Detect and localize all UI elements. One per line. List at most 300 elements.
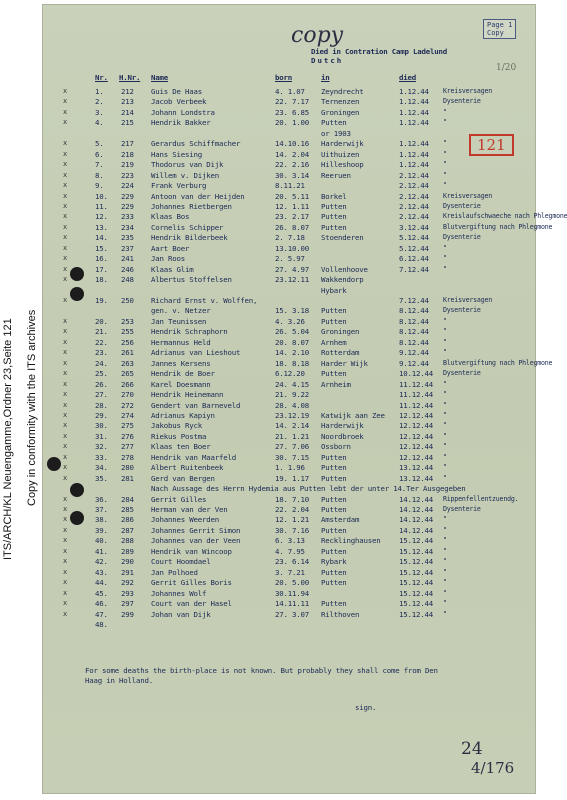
- row-haft-number: 289: [121, 546, 134, 556]
- row-number: 44.: [95, 578, 108, 588]
- row-number: 1.: [95, 87, 104, 96]
- pen-note-24: 24: [461, 739, 483, 759]
- row-born: 18. 8.18: [275, 358, 309, 368]
- row-checkmark: x: [63, 599, 68, 608]
- row-birthplace: Putten: [321, 369, 347, 379]
- row-name: Willem v. Dijken: [151, 170, 219, 180]
- row-died: 2.12.44: [399, 212, 429, 222]
- row-haft-number: 281: [121, 473, 134, 483]
- row-name: gen. v. Netzer: [151, 306, 211, 316]
- row-died: 9.12.44: [399, 348, 429, 358]
- row-cause: Blutvergiftung nach Phlegmone: [443, 358, 553, 367]
- row-born: 12. 1.11: [275, 201, 309, 211]
- row-checkmark: x: [63, 337, 68, 346]
- row-number: 9.: [95, 181, 104, 191]
- row-name: Richard Ernst v. Wolffen,: [151, 296, 258, 305]
- row-checkmark: x: [63, 400, 68, 409]
- row-birthplace: Harder Wijk: [321, 358, 368, 368]
- row-checkmark: x: [63, 275, 68, 284]
- row-birthplace: Rilthoven: [321, 609, 360, 619]
- row-number: 42.: [95, 557, 108, 567]
- row-died: 11.12.44: [399, 379, 433, 389]
- row-name: Gerrit Gilles: [151, 494, 207, 504]
- row-birthplace: Putten: [321, 118, 347, 128]
- row-born: 20. 5.11: [275, 191, 309, 201]
- row-checkmark: x: [63, 431, 68, 440]
- row-name: Johannes Weerden: [151, 515, 219, 525]
- row-cause: ": [443, 525, 447, 534]
- row-checkmark: x: [63, 421, 68, 430]
- row-cause: ": [443, 463, 447, 472]
- row-checkmark: x: [63, 348, 68, 357]
- footer-note-line2: Haag in Holland.: [85, 676, 153, 685]
- row-haft-number: 248: [121, 275, 134, 285]
- row-died: 3.12.44: [399, 222, 429, 232]
- row-born: 14. 2.10: [275, 348, 309, 358]
- row-name: Johannes Wolf: [151, 588, 207, 598]
- row-born: 30. 3.14: [275, 170, 309, 180]
- row-cause: ": [443, 149, 447, 158]
- row-haft-number: 233: [121, 212, 134, 222]
- row-number: 26.: [95, 379, 108, 389]
- row-cause: Dysenterie: [443, 306, 481, 315]
- row-number: 21.: [95, 327, 108, 337]
- row-died: 10.12.44: [399, 369, 433, 379]
- row-haft-number: 297: [121, 599, 134, 609]
- row-number: 17.: [95, 264, 108, 274]
- row-name: Jakobus Ryck: [151, 421, 202, 431]
- row-number: 23.: [95, 348, 108, 358]
- row-checkmark: x: [63, 222, 68, 231]
- row-name: Riekus Postma: [151, 431, 207, 441]
- row-number: 4.: [95, 118, 104, 128]
- row-cause: ": [443, 264, 447, 273]
- row-haft-number: 218: [121, 149, 134, 159]
- row-born: 12. 1.21: [275, 515, 309, 525]
- row-born: 26. 8.07: [275, 222, 309, 232]
- row-cause: Dysenterie: [443, 505, 481, 513]
- row-number: 28.: [95, 400, 108, 410]
- row-born: 6. 3.13: [275, 536, 305, 546]
- row-birthplace: Putten: [321, 599, 347, 609]
- row-haft-number: 265: [121, 369, 134, 379]
- row-number: 47.: [95, 609, 108, 619]
- row-birthplace: Borkel: [321, 191, 347, 201]
- row-cause: Dysenterie: [443, 369, 481, 378]
- row-died: 11.12.44: [399, 400, 433, 410]
- row-born: 1. 1.96: [275, 463, 305, 473]
- row-name: Gendert van Barneveld: [151, 400, 241, 410]
- row-checkmark: x: [63, 578, 68, 587]
- row-haft-number: 256: [121, 337, 134, 347]
- row-born: 14. 2.14: [275, 421, 309, 431]
- col-header-died: died: [399, 73, 416, 82]
- row-checkmark: x: [63, 149, 68, 158]
- row-name: Hermannus Held: [151, 337, 211, 347]
- row-birthplace: Uithuizen: [321, 149, 360, 159]
- row-name: Antoon van der Heijden: [151, 191, 245, 201]
- row-cause: ": [443, 599, 447, 608]
- pen-note-bottom: 4/176: [471, 759, 515, 777]
- row-birthplace: Recklinghausen: [321, 536, 381, 546]
- row-number: 25.: [95, 369, 108, 379]
- row-name: Court van der Hasel: [151, 599, 232, 609]
- row-name: Adrianus Kapiyn: [151, 410, 215, 420]
- row-checkmark: x: [63, 410, 68, 419]
- row-number: 32.: [95, 442, 108, 452]
- row-checkmark: x: [63, 316, 68, 325]
- row-number: 5.: [95, 139, 104, 149]
- row-died: 1.12.44: [399, 160, 429, 170]
- row-haft-number: 284: [121, 494, 134, 504]
- row-born: 8.11.21: [275, 181, 305, 191]
- row-born: 3. 7.21: [275, 567, 305, 577]
- conformity-label: Copy in conformity with the ITS archives: [26, 309, 38, 506]
- row-born: 23. 6.14: [275, 557, 309, 567]
- row-born: 4. 1.07: [275, 87, 305, 96]
- row-checkmark: x: [63, 327, 68, 336]
- row-cause: Kreisversagen: [443, 87, 493, 95]
- row-cause: Kreislaufschwaeche nach Phlegmone: [443, 212, 567, 221]
- row-died: 12.12.44: [399, 442, 433, 452]
- row-number: 27.: [95, 390, 108, 400]
- row-birthplace: Stoenderen: [321, 233, 364, 243]
- row-died: 15.12.44: [399, 578, 433, 588]
- row-birthplace: Putten: [321, 463, 347, 473]
- row-birthplace: Putten: [321, 316, 347, 326]
- row-born: 28. 4.08: [275, 400, 309, 410]
- row-died: 2.12.44: [399, 170, 429, 180]
- row-number: 11.: [95, 201, 108, 211]
- footer-note-line1: For some deaths the birth-place is not known. But probably they shall come from Den: [85, 666, 438, 675]
- col-header-born: born: [275, 73, 292, 82]
- row-birthplace: Rybark: [321, 557, 347, 567]
- row-died: 1.12.44: [399, 97, 429, 107]
- document-page: [42, 4, 567, 794]
- row-died: 15.12.44: [399, 599, 433, 609]
- row-birthplace: Reeruen: [321, 170, 351, 180]
- row-born: 30.11.94: [275, 588, 309, 598]
- row-died: 13.12.44: [399, 473, 433, 483]
- row-name: Hendrik van Wincoop: [151, 546, 232, 556]
- row-number: 12.: [95, 212, 108, 222]
- row-birthplace: Putten: [321, 201, 347, 211]
- row-cause: ": [443, 254, 447, 263]
- row-number: 2.: [95, 97, 104, 107]
- row-died: 8.12.44: [399, 337, 429, 347]
- row-haft-number: 274: [121, 410, 134, 420]
- row-birthplace: Putten: [321, 212, 347, 222]
- row-born: 30. 7.16: [275, 525, 309, 535]
- row-cause: ": [443, 410, 447, 419]
- row-number: 14.: [95, 233, 108, 243]
- row-checkmark: x: [63, 160, 68, 169]
- row-cause: ": [443, 452, 447, 461]
- row-checkmark: x: [63, 452, 68, 461]
- row-number: 45.: [95, 588, 108, 598]
- row-cause: ": [443, 473, 447, 482]
- row-name: Klaas Glim: [151, 264, 194, 274]
- row-haft-number: 212: [121, 87, 134, 96]
- row-birthplace: Putten: [321, 494, 347, 504]
- row-number: 18.: [95, 275, 108, 285]
- row-cause: ": [443, 107, 447, 116]
- row-born: 22. 2.04: [275, 505, 309, 514]
- row-number: 16.: [95, 254, 108, 264]
- row-cause: ": [443, 431, 447, 440]
- document-subtitle: Dutch: [311, 56, 344, 65]
- row-haft-number: 288: [121, 536, 134, 546]
- row-haft-number: 292: [121, 578, 134, 588]
- row-checkmark: x: [63, 254, 68, 263]
- row-died: 8.12.44: [399, 306, 429, 316]
- row-name: Court Hoomdael: [151, 557, 211, 567]
- row-haft-number: 214: [121, 107, 134, 117]
- row-born: 18. 7.10: [275, 494, 309, 504]
- row-birthplace: Wakkendorp: [321, 275, 364, 285]
- row-died: 2.12.44: [399, 191, 429, 201]
- row-birthplace: Noordbroek: [321, 431, 364, 441]
- row-died: 2.12.44: [399, 181, 429, 191]
- row-haft-number: 277: [121, 442, 134, 452]
- row-cause: ": [443, 588, 447, 597]
- row-name: Cornelis Schipper: [151, 222, 224, 232]
- row-number: 15.: [95, 243, 108, 253]
- row-died: 1.12.44: [399, 139, 429, 149]
- page-stamp: [483, 19, 516, 39]
- row-cause: ": [443, 567, 447, 576]
- row-name: Hendrik Bakker: [151, 118, 211, 128]
- row-haft-number: 253: [121, 316, 134, 326]
- row-birthplace: Katwijk aan Zee: [321, 410, 385, 420]
- row-checkmark: x: [63, 243, 68, 252]
- row-haft-number: 275: [121, 421, 134, 431]
- row-cause: Rippenfellentzuendg.: [443, 494, 519, 503]
- row-name: Johan van Dijk: [151, 609, 211, 619]
- row-died: 1.12.44: [399, 107, 429, 117]
- row-checkmark: x: [63, 201, 68, 210]
- row-died: 1.12.44: [399, 87, 429, 96]
- row-number: 30.: [95, 421, 108, 431]
- row-died: 7.12.44: [399, 296, 429, 305]
- row-born: 14.11.11: [275, 599, 309, 609]
- row-haft-number: 215: [121, 118, 134, 128]
- row-cause: ": [443, 348, 447, 357]
- signature-line: sign.: [355, 703, 377, 712]
- row-number: 39.: [95, 525, 108, 535]
- row-checkmark: x: [63, 87, 68, 95]
- red-page-number: 121: [469, 134, 514, 156]
- row-number: 48.: [95, 619, 108, 629]
- col-header-nr: Nr.: [95, 73, 108, 82]
- row-haft-number: 250: [121, 296, 134, 305]
- row-name: Hendrik van Maarfeld: [151, 452, 236, 462]
- row-born: 27. 3.07: [275, 609, 309, 619]
- punch-hole: [47, 457, 61, 471]
- row-birthplace: Hilleshoop: [321, 160, 364, 170]
- row-name: Jan Polhoed: [151, 567, 198, 577]
- row-name: Gerd van Bergen: [151, 473, 215, 483]
- row-haft-number: 290: [121, 557, 134, 567]
- row-born: 20. 5.00: [275, 578, 309, 588]
- row-cause: ": [443, 118, 447, 127]
- row-cause: ": [443, 421, 447, 430]
- row-number: 6.: [95, 149, 104, 159]
- row-cause: ": [443, 536, 447, 545]
- row-died: 12.12.44: [399, 421, 433, 431]
- row-birthplace: Putten: [321, 578, 347, 588]
- row-birthplace: Putten: [321, 306, 347, 316]
- row-haft-number: 246: [121, 264, 134, 274]
- row-birthplace: Groningen: [321, 327, 360, 337]
- row-checkmark: x: [63, 296, 68, 304]
- row-haft-number: 229: [121, 201, 134, 211]
- row-haft-number: 229: [121, 191, 134, 201]
- row-number: 22.: [95, 337, 108, 347]
- row-checkmark: x: [63, 525, 68, 534]
- row-cause: ": [443, 337, 447, 346]
- document-title: Died in Contration Camp Ladelund: [311, 47, 447, 56]
- row-number: 13.: [95, 222, 108, 232]
- row-haft-number: 287: [121, 525, 134, 535]
- row-born: 4. 7.95: [275, 546, 305, 556]
- row-checkmark: x: [63, 546, 68, 555]
- row-checkmark: x: [63, 505, 68, 513]
- row-name: Klaas Bos: [151, 212, 190, 222]
- row-checkmark: x: [63, 494, 68, 503]
- row-haft-number: 255: [121, 327, 134, 337]
- row-died: 14.12.44: [399, 505, 433, 514]
- row-cause: Kreisversagen: [443, 191, 493, 200]
- row-birthplace: Putten: [321, 505, 347, 514]
- row-checkmark: x: [63, 609, 68, 618]
- row-name: Jacob Verbeek: [151, 97, 207, 107]
- row-died: 11.12.44: [399, 390, 433, 400]
- row-cause: ": [443, 243, 447, 252]
- row-haft-number: 299: [121, 609, 134, 619]
- row-cause: ": [443, 578, 447, 587]
- row-cause: ": [443, 170, 447, 179]
- row-name: Albert Ruitenbeek: [151, 463, 224, 473]
- row-cause: Kreisversagen: [443, 296, 493, 304]
- row-birthplace: Putten: [321, 222, 347, 232]
- row-birthplace: or 1903: [321, 128, 351, 138]
- row-checkmark: x: [63, 118, 68, 127]
- row-born: 20. 1.00: [275, 118, 309, 128]
- row-haft-number: 223: [121, 170, 134, 180]
- row-checkmark: x: [63, 191, 68, 200]
- row-died: 1.12.44: [399, 149, 429, 159]
- page-number: Page 1: [487, 21, 513, 29]
- punch-hole: [70, 511, 84, 525]
- row-born: 27. 4.97: [275, 264, 309, 274]
- row-cause: ": [443, 515, 447, 524]
- row-name: Hendrik de Boer: [151, 369, 215, 379]
- row-name: Jan Roos: [151, 254, 185, 264]
- row-cause: ": [443, 390, 447, 399]
- row-checkmark: x: [63, 463, 68, 472]
- row-number: 10.: [95, 191, 108, 201]
- row-born: 14. 2.04: [275, 149, 309, 159]
- row-died: 12.12.44: [399, 410, 433, 420]
- row-name: Gerrit Gilles Boris: [151, 578, 232, 588]
- row-checkmark: x: [63, 369, 68, 378]
- archive-reference-label: ITS/ARCH/KL Neuengamme,Ordner 23,Seite 121: [2, 318, 14, 560]
- row-died: 14.12.44: [399, 515, 433, 525]
- row-died: 6.12.44: [399, 254, 429, 264]
- row-birthplace: Arnhem: [321, 337, 347, 347]
- row-name: Guis De Haas: [151, 87, 202, 96]
- row-name: Hendrik Heinemann: [151, 390, 224, 400]
- row-checkmark: x: [63, 390, 68, 399]
- row-number: 31.: [95, 431, 108, 441]
- row-number: 20.: [95, 316, 108, 326]
- row-number: 37.: [95, 505, 108, 514]
- row-birthplace: Ossborn: [321, 442, 351, 452]
- row-name: Gerardus Schiffmacher: [151, 139, 241, 149]
- handwritten-copy: copy: [291, 23, 344, 48]
- row-checkmark: x: [63, 473, 68, 482]
- row-checkmark: x: [63, 170, 68, 179]
- row-died: 14.12.44: [399, 494, 433, 504]
- row-name: Albertus Stoffelsen: [151, 275, 232, 285]
- row-name: Johannes Gerrit Simon: [151, 525, 241, 535]
- row-name: Johannes van der Veen: [151, 536, 241, 546]
- row-number: 7.: [95, 160, 104, 170]
- row-birthplace: Putten: [321, 567, 347, 577]
- row-name: Thodorus van Dijk: [151, 160, 224, 170]
- row-haft-number: 213: [121, 97, 134, 107]
- row-haft-number: 276: [121, 431, 134, 441]
- row-born: 23.12.11: [275, 275, 309, 285]
- row-died: 5.12.44: [399, 233, 429, 243]
- row-checkmark: x: [63, 107, 68, 116]
- row-number: 38.: [95, 515, 108, 525]
- punch-hole: [70, 483, 84, 497]
- row-died: 15.12.44: [399, 557, 433, 567]
- row-born: 23. 6.85: [275, 107, 309, 117]
- row-checkmark: x: [63, 358, 68, 367]
- row-cause: ": [443, 442, 447, 451]
- row-checkmark: x: [63, 233, 68, 242]
- row-born: 22. 7.17: [275, 97, 309, 107]
- row-born: 24. 4.15: [275, 379, 309, 389]
- row-cause: ": [443, 139, 447, 148]
- row-born: 23. 2.17: [275, 212, 309, 222]
- row-died: 12.12.44: [399, 431, 433, 441]
- row-died: 9.12.44: [399, 358, 429, 368]
- row-checkmark: x: [63, 567, 68, 576]
- row-cause: ": [443, 400, 447, 409]
- row-cause: ": [443, 160, 447, 169]
- row-cause: ": [443, 557, 447, 566]
- row-died: 2.12.44: [399, 201, 429, 211]
- row-birthplace: Arnheim: [321, 379, 351, 389]
- row-number: 8.: [95, 170, 104, 180]
- row-cause: ": [443, 327, 447, 336]
- row-haft-number: 224: [121, 181, 134, 191]
- row-born: 4. 3.26: [275, 316, 305, 326]
- row-name: Nach Aussage des Herrn Hydemia aus Putten lebt der unter 14.Ter Ausgegeben: [151, 484, 466, 494]
- row-number: 40.: [95, 536, 108, 546]
- row-name: Adrianus van Lieshout: [151, 348, 241, 358]
- row-born: 22. 2.16: [275, 160, 309, 170]
- row-died: 15.12.44: [399, 567, 433, 577]
- row-died: 15.12.44: [399, 609, 433, 619]
- row-born: 13.10.00: [275, 243, 309, 253]
- row-born: 23.12.19: [275, 410, 309, 420]
- row-died: 12.12.44: [399, 452, 433, 462]
